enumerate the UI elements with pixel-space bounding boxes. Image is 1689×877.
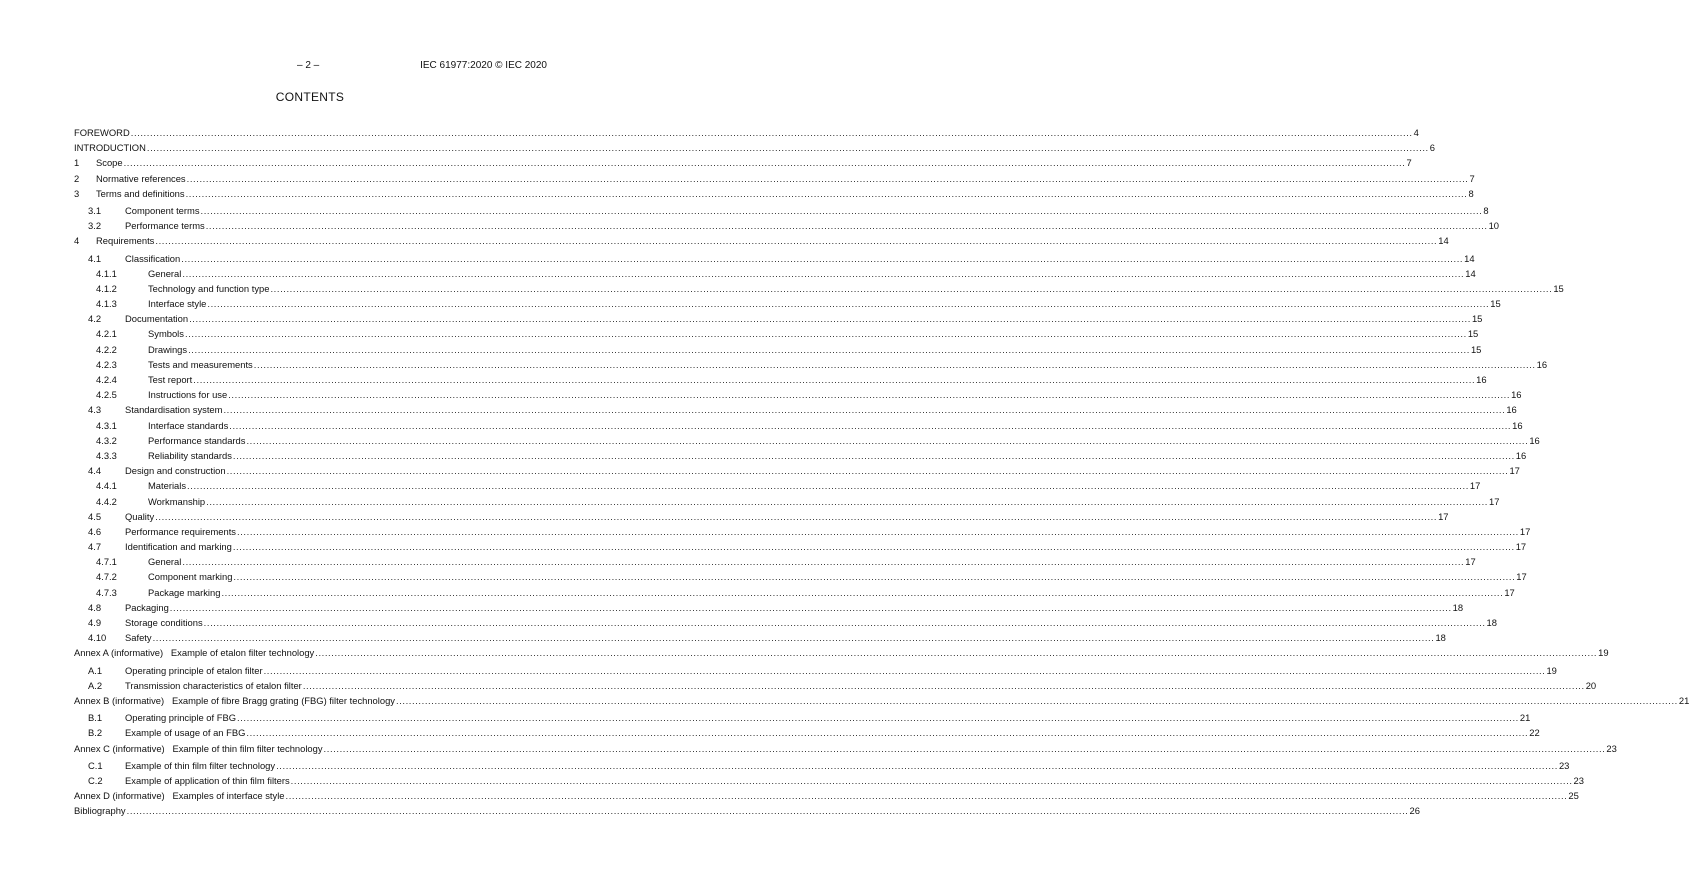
toc-entry-number: 4.7.2 xyxy=(96,571,117,583)
toc-entry-page: 17 xyxy=(1515,541,1527,553)
toc-entry-title: Operating principle of etalon filter xyxy=(125,664,263,676)
toc-entry-page: 14 xyxy=(1438,235,1449,247)
toc-entry[interactable] xyxy=(74,266,1476,281)
toc-dot-leader: ................................................................................................................................................................................................................................................................................................................................................................................................................ xyxy=(285,790,1568,802)
toc-entry-page: 20 xyxy=(1585,679,1597,691)
toc-entry-number: 3.2 xyxy=(88,220,102,232)
toc-entry[interactable] xyxy=(74,554,1476,569)
toc-entry-title: Operating principle of FBG xyxy=(125,712,236,724)
toc-entry[interactable] xyxy=(74,418,1523,433)
toc-entry-title: Workmanship xyxy=(148,495,206,507)
toc-dot-leader: ................................................................................................................................................................................................................................................................................................................................................................................................................ xyxy=(302,679,1585,691)
toc-entry[interactable] xyxy=(74,539,1527,554)
toc-entry-page: 18 xyxy=(1435,632,1446,644)
toc-entry-title: Safety xyxy=(125,632,152,644)
toc-entry-title: Component marking xyxy=(148,571,233,583)
toc-dot-leader: ................................................................................................................................................................................................................................................................................................................................................................................................................ xyxy=(188,343,1470,355)
toc-dot-leader: ................................................................................................................................................................................................................................................................................................................................................................................................................ xyxy=(226,465,1509,477)
toc-dot-leader: ................................................................................................................................................................................................................................................................................................................................................................................................................ xyxy=(189,313,1471,325)
toc-dot-leader: ................................................................................................................................................................................................................................................................................................................................................................................................................ xyxy=(253,358,1536,370)
toc-dot-leader: ................................................................................................................................................................................................................................................................................................................................................................................................................ xyxy=(276,759,1558,771)
toc-entry-page: 17 xyxy=(1438,510,1449,522)
toc-entry[interactable] xyxy=(74,788,1579,803)
toc-entry[interactable] xyxy=(74,203,1489,218)
toc-entry-page: 7 xyxy=(1469,172,1475,184)
toc-dot-leader: ................................................................................................................................................................................................................................................................................................................................................................................................................ xyxy=(193,374,1476,385)
toc-entry-number: 4.1.1 xyxy=(96,267,117,279)
toc-entry-page: 17 xyxy=(1469,480,1481,492)
toc-dot-leader: ................................................................................................................................................................................................................................................................................................................................................................................................................ xyxy=(232,449,1515,461)
toc-entry-title: Standardisation system xyxy=(125,404,223,416)
toc-entry-page: 16 xyxy=(1506,404,1517,416)
toc-dot-leader: ................................................................................................................................................................................................................................................................................................................................................................................................................ xyxy=(126,805,1409,817)
toc-entry-title: FOREWORD xyxy=(74,127,130,138)
toc-dot-leader: ................................................................................................................................................................................................................................................................................................................................................................................................................ xyxy=(130,127,1413,138)
toc-entry-page: 14 xyxy=(1465,267,1476,279)
toc-entry-page: 16 xyxy=(1511,389,1522,401)
toc-entry-page: 14 xyxy=(1464,252,1475,264)
toc-entry[interactable] xyxy=(74,645,1609,660)
toc-entry[interactable] xyxy=(74,569,1527,584)
toc-entry-title: Reliability standards xyxy=(148,449,232,461)
toc-entry-number: 4.1.2 xyxy=(96,282,117,294)
table-of-contents xyxy=(74,125,1689,818)
toc-dot-leader: ................................................................................................................................................................................................................................................................................................................................................................................................................ xyxy=(246,727,1529,739)
toc-entry-number: 4.7.1 xyxy=(96,556,117,568)
toc-entry-page: 15 xyxy=(1471,313,1483,325)
toc-entry-number: 4.6 xyxy=(88,525,102,537)
toc-entry-title: Transmission characteristics of etalon filter xyxy=(125,679,302,691)
toc-entry[interactable] xyxy=(74,296,1501,311)
toc-entry-page: 15 xyxy=(1467,328,1479,340)
toc-dot-leader: ................................................................................................................................................................................................................................................................................................................................................................................................................ xyxy=(205,220,1488,232)
toc-entry-number: A.1 xyxy=(88,664,103,676)
toc-entry[interactable] xyxy=(74,326,1479,341)
toc-entry-page: 8 xyxy=(1468,187,1474,199)
toc-entry-title: Design and construction xyxy=(125,465,226,477)
toc-entry-number: 4.4 xyxy=(88,465,102,477)
toc-entry[interactable] xyxy=(74,233,1449,248)
toc-entry-title: Scope xyxy=(96,157,123,169)
toc-entry-title: Normative references xyxy=(96,172,186,184)
toc-entry[interactable] xyxy=(74,218,1500,233)
toc-entry-page: 15 xyxy=(1490,298,1501,310)
toc-dot-leader: ................................................................................................................................................................................................................................................................................................................................................................................................................ xyxy=(146,142,1429,154)
toc-entry-number: 4.3.2 xyxy=(96,434,117,446)
toc-entry-page: 16 xyxy=(1536,358,1548,370)
toc-entry[interactable] xyxy=(74,171,1475,186)
page-number: – 2 – xyxy=(297,60,320,71)
toc-entry-page: 15 xyxy=(1470,343,1482,355)
toc-dot-leader: ................................................................................................................................................................................................................................................................................................................................................................................................................ xyxy=(232,541,1515,553)
toc-entry-page: 17 xyxy=(1509,465,1520,477)
toc-dot-leader: ................................................................................................................................................................................................................................................................................................................................................................................................................ xyxy=(237,712,1519,724)
toc-entry-title: INTRODUCTION xyxy=(74,142,146,154)
toc-entry[interactable] xyxy=(74,478,1481,493)
toc-entry[interactable] xyxy=(74,463,1520,478)
toc-entry[interactable] xyxy=(74,281,1564,296)
toc-entry-title: Performance requirements xyxy=(125,525,236,537)
toc-entry-number: B.1 xyxy=(88,712,103,724)
toc-entry-page: 23 xyxy=(1558,759,1570,771)
toc-entry-page: 23 xyxy=(1573,774,1584,786)
toc-dot-leader: ................................................................................................................................................................................................................................................................................................................................................................................................................ xyxy=(207,298,1490,310)
toc-dot-leader: ................................................................................................................................................................................................................................................................................................................................................................................................................ xyxy=(181,252,1464,264)
toc-dot-leader: ................................................................................................................................................................................................................................................................................................................................................................................................................ xyxy=(185,187,1468,199)
toc-entry-page: 8 xyxy=(1483,204,1489,216)
toc-entry[interactable] xyxy=(74,710,1531,725)
toc-dot-leader: ................................................................................................................................................................................................................................................................................................................................................................................................................ xyxy=(155,510,1438,522)
toc-entry-title: Example of application of thin film filters xyxy=(125,774,290,786)
toc-entry-page: 6 xyxy=(1429,142,1435,154)
toc-dot-leader: ................................................................................................................................................................................................................................................................................................................................................................................................................ xyxy=(246,434,1529,446)
toc-entry-number: 4.4.1 xyxy=(96,480,117,492)
toc-entry-title: Package marking xyxy=(148,586,221,598)
document-id: IEC 61977:2020 © IEC 2020 xyxy=(420,60,547,71)
toc-entry-title: Annex D (informative) Examples of interface style xyxy=(74,790,285,802)
toc-dot-leader: ................................................................................................................................................................................................................................................................................................................................................................................................................ xyxy=(187,480,1469,492)
toc-entry-title: Annex B (informative) Example of fibre Bragg grating (FBG) filter technology xyxy=(74,694,395,706)
toc-entry[interactable] xyxy=(74,509,1449,524)
toc-entry-title: Technology and function type xyxy=(148,282,270,294)
toc-entry[interactable] xyxy=(74,600,1464,615)
toc-entry[interactable] xyxy=(74,433,1540,448)
toc-entry-title: General xyxy=(148,556,182,568)
toc-entry-title: Identification and marking xyxy=(125,541,232,553)
toc-entry-title: Drawings xyxy=(148,343,188,355)
toc-entry-title: Symbols xyxy=(148,328,184,340)
toc-entry-page: 17 xyxy=(1489,495,1500,507)
toc-entry[interactable] xyxy=(74,125,1419,140)
toc-entry-number: 3.1 xyxy=(88,204,102,216)
toc-dot-leader: ................................................................................................................................................................................................................................................................................................................................................................................................................ xyxy=(228,389,1511,401)
toc-entry-number: 4.2.3 xyxy=(96,358,117,370)
toc-entry-number: 4.8 xyxy=(88,601,102,613)
toc-entry-number: 4.4.2 xyxy=(96,495,117,507)
toc-dot-leader: ................................................................................................................................................................................................................................................................................................................................................................................................................ xyxy=(184,328,1467,340)
toc-entry-number: 4.2.4 xyxy=(96,374,117,385)
toc-entry-number: 4.10 xyxy=(88,632,107,644)
toc-dot-leader: ................................................................................................................................................................................................................................................................................................................................................................................................................ xyxy=(206,495,1489,507)
toc-entry-number: B.2 xyxy=(88,727,103,739)
toc-entry[interactable] xyxy=(74,693,1689,708)
toc-dot-leader: ................................................................................................................................................................................................................................................................................................................................................................................................................ xyxy=(395,694,1678,706)
toc-entry-page: 4 xyxy=(1413,127,1419,138)
toc-entry-title: Terms and definitions xyxy=(96,187,185,199)
toc-entry[interactable] xyxy=(74,448,1527,463)
toc-entry-number: 4.2.5 xyxy=(96,389,117,401)
toc-entry-number: 4.2.1 xyxy=(96,328,117,340)
toc-entry-number: 4.9 xyxy=(88,617,102,628)
toc-entry[interactable] xyxy=(74,615,1497,630)
page-title: CONTENTS xyxy=(275,90,345,104)
toc-entry-title: Quality xyxy=(125,510,155,522)
toc-entry[interactable] xyxy=(74,741,1617,756)
toc-dot-leader: ................................................................................................................................................................................................................................................................................................................................................................................................................ xyxy=(203,617,1486,628)
toc-entry[interactable] xyxy=(74,311,1483,326)
toc-entry[interactable] xyxy=(74,186,1474,201)
toc-entry-number: 4.5 xyxy=(88,510,102,522)
toc-entry[interactable] xyxy=(74,630,1446,645)
toc-entry[interactable] xyxy=(74,342,1482,357)
toc-entry[interactable] xyxy=(74,155,1412,170)
toc-entry-title: Interface style xyxy=(148,298,207,310)
page-header xyxy=(0,60,620,74)
toc-entry-page: 17 xyxy=(1465,556,1476,568)
toc-entry-page: 17 xyxy=(1504,586,1515,598)
toc-entry[interactable] xyxy=(74,387,1522,402)
toc-entry-page: 15 xyxy=(1553,282,1564,294)
toc-entry-page: 18 xyxy=(1486,617,1497,628)
toc-entry-page: 25 xyxy=(1568,790,1579,802)
toc-entry-page: 17 xyxy=(1516,571,1527,583)
toc-entry-page: 7 xyxy=(1406,157,1412,169)
toc-dot-leader: ................................................................................................................................................................................................................................................................................................................................................................................................................ xyxy=(182,556,1465,568)
toc-entry-title: Performance standards xyxy=(148,434,246,446)
toc-entry-page: 16 xyxy=(1515,449,1527,461)
toc-dot-leader: ................................................................................................................................................................................................................................................................................................................................................................................................................ xyxy=(123,157,1406,169)
toc-entry-title: Example of thin film filter technology xyxy=(125,759,276,771)
toc-entry-number: 4.1 xyxy=(88,252,102,264)
toc-dot-leader: ................................................................................................................................................................................................................................................................................................................................................................................................................ xyxy=(290,774,1573,786)
toc-entry-page: 23 xyxy=(1606,742,1617,754)
toc-dot-leader: ................................................................................................................................................................................................................................................................................................................................................................................................................ xyxy=(270,282,1553,294)
toc-entry[interactable] xyxy=(74,773,1584,788)
toc-entry[interactable] xyxy=(74,357,1548,372)
toc-entry[interactable] xyxy=(74,524,1531,539)
toc-dot-leader: ................................................................................................................................................................................................................................................................................................................................................................................................................ xyxy=(233,571,1516,583)
toc-entry-number: 4.2.2 xyxy=(96,343,117,355)
toc-entry-title: General xyxy=(148,267,182,279)
toc-entry-page: 26 xyxy=(1409,805,1420,817)
toc-entry-title: Test report xyxy=(148,374,193,385)
toc-entry-title: Performance terms xyxy=(125,220,205,232)
toc-entry-title: Documentation xyxy=(125,313,189,325)
toc-dot-leader: ................................................................................................................................................................................................................................................................................................................................................................................................................ xyxy=(152,632,1435,644)
toc-dot-leader: ................................................................................................................................................................................................................................................................................................................................................................................................................ xyxy=(223,404,1506,416)
toc-entry-number: C.2 xyxy=(88,774,103,786)
toc-dot-leader: ................................................................................................................................................................................................................................................................................................................................................................................................................ xyxy=(169,601,1452,613)
toc-dot-leader: ................................................................................................................................................................................................................................................................................................................................................................................................................ xyxy=(315,647,1598,659)
toc-dot-leader: ................................................................................................................................................................................................................................................................................................................................................................................................................ xyxy=(323,742,1606,754)
toc-entry[interactable] xyxy=(74,402,1517,417)
toc-entry-page: 22 xyxy=(1529,727,1540,739)
toc-entry-title: Tests and measurements xyxy=(148,358,253,370)
toc-entry[interactable] xyxy=(74,372,1487,387)
toc-entry[interactable] xyxy=(74,678,1597,693)
toc-entry-number: 4 xyxy=(74,235,80,247)
toc-dot-leader: ................................................................................................................................................................................................................................................................................................................................................................................................................ xyxy=(200,204,1483,216)
toc-entry-title: Instructions for use xyxy=(148,389,228,401)
toc-entry-page: 18 xyxy=(1452,601,1464,613)
toc-entry-title: Example of usage of an FBG xyxy=(125,727,246,739)
toc-entry-number: 4.7.3 xyxy=(96,586,117,598)
toc-entry-number: 4.3.1 xyxy=(96,419,117,431)
toc-entry-page: 10 xyxy=(1488,220,1500,232)
toc-entry-page: 21 xyxy=(1678,694,1689,706)
toc-entry-number: 4.3.3 xyxy=(96,449,117,461)
toc-entry-title: Requirements xyxy=(96,235,155,247)
toc-entry-number: 4.2 xyxy=(88,313,102,325)
toc-entry-page: 16 xyxy=(1512,419,1523,431)
toc-entry-title: Interface standards xyxy=(148,419,229,431)
toc-entry-title: Annex C (informative) Example of thin film filter technology xyxy=(74,742,323,754)
toc-entry[interactable] xyxy=(74,803,1420,818)
toc-dot-leader: ................................................................................................................................................................................................................................................................................................................................................................................................................ xyxy=(182,267,1465,279)
toc-entry-number: 1 xyxy=(74,157,80,169)
toc-entry-number: 4.1.3 xyxy=(96,298,117,310)
toc-entry-page: 16 xyxy=(1476,374,1487,385)
toc-dot-leader: ................................................................................................................................................................................................................................................................................................................................................................................................................ xyxy=(263,664,1546,676)
toc-entry-page: 19 xyxy=(1598,647,1609,659)
toc-entry[interactable] xyxy=(74,725,1540,740)
toc-entry-page: 19 xyxy=(1546,664,1557,676)
toc-entry-title: Materials xyxy=(148,480,187,492)
toc-dot-leader: ................................................................................................................................................................................................................................................................................................................................................................................................................ xyxy=(237,525,1519,537)
toc-entry-number: 4.3 xyxy=(88,404,102,416)
toc-entry-title: Classification xyxy=(125,252,181,264)
toc-entry-number: 3 xyxy=(74,187,80,199)
toc-entry[interactable] xyxy=(74,140,1435,155)
toc-dot-leader: ................................................................................................................................................................................................................................................................................................................................................................................................................ xyxy=(186,172,1469,184)
toc-entry-number: 4.7 xyxy=(88,541,102,553)
toc-dot-leader: ................................................................................................................................................................................................................................................................................................................................................................................................................ xyxy=(229,419,1512,431)
toc-entry-title: Component terms xyxy=(125,204,200,216)
toc-entry[interactable] xyxy=(74,663,1557,678)
toc-entry-number: A.2 xyxy=(88,679,103,691)
toc-entry-page: 21 xyxy=(1519,712,1531,724)
toc-entry[interactable] xyxy=(74,758,1570,773)
toc-dot-leader: ................................................................................................................................................................................................................................................................................................................................................................................................................ xyxy=(155,235,1438,247)
toc-entry[interactable] xyxy=(74,251,1475,266)
toc-entry-title: Annex A (informative) Example of etalon filter technology xyxy=(74,647,315,659)
toc-entry-title: Bibliography xyxy=(74,805,126,817)
toc-dot-leader: ................................................................................................................................................................................................................................................................................................................................................................................................................ xyxy=(221,586,1504,598)
toc-entry-page: 16 xyxy=(1529,434,1540,446)
toc-entry[interactable] xyxy=(74,494,1500,509)
toc-entry-title: Storage conditions xyxy=(125,617,203,628)
toc-entry-page: 17 xyxy=(1519,525,1531,537)
toc-entry-number: C.1 xyxy=(88,759,103,771)
toc-entry-title: Packaging xyxy=(125,601,169,613)
toc-entry[interactable] xyxy=(74,585,1515,600)
toc-entry-number: 2 xyxy=(74,172,80,184)
